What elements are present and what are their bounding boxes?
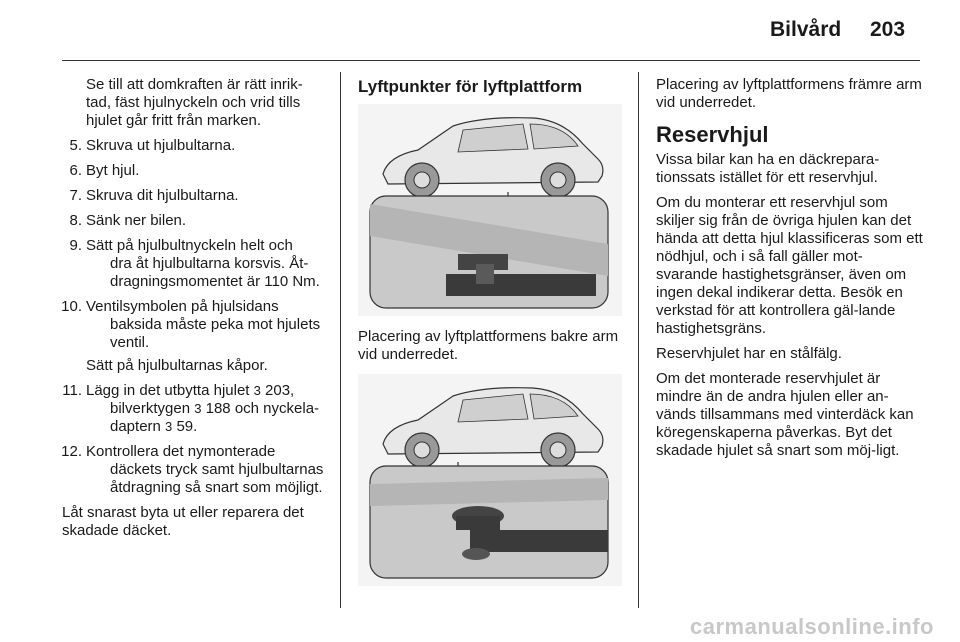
step-text: ventil. bbox=[110, 334, 150, 351]
paragraph: Om du monterar ett reservhjul som skiljer sig från de övriga hjulen kan det hända att detta hjul klassificeras som ett nödhjul, och i så fall gäller mot-svarande hastighetsgränser, även om ingen dekal indikerar detta. Besök en verkstad för att kontrollera gäl-lande hastighetsgräns. bbox=[656, 194, 923, 337]
page-ref-icon: 3 bbox=[165, 419, 173, 434]
step-number: 9. bbox=[69, 237, 82, 254]
step-text: Kontrollera det nymonterade bbox=[86, 443, 276, 460]
step-text: Sätt på hjulbultnyckeln helt och bbox=[86, 237, 293, 254]
page-ref[interactable]: 203, bbox=[265, 382, 295, 399]
intro-line-1: Se till att domkraften är rätt inrik- bbox=[86, 76, 303, 93]
step-7 bbox=[60, 187, 328, 205]
step4-continuation bbox=[60, 76, 328, 130]
paragraph: Vissa bilar kan ha en däckrepara-tionssats istället för ett reservhjul. bbox=[656, 151, 880, 186]
instructions-column bbox=[60, 76, 328, 540]
header-rule bbox=[62, 60, 920, 61]
step-text: däckets tryck samt hjulbultarnas bbox=[110, 461, 324, 478]
figure-caption-rear: Placering av lyftplattformens bakre arm vid underredet. bbox=[358, 328, 619, 363]
page-ref[interactable]: 188 och nyckela- bbox=[205, 400, 320, 417]
step-11 bbox=[60, 382, 328, 436]
step-number: 5. bbox=[69, 137, 82, 154]
step-10-extra: Sätt på hjulbultarnas kåpor. bbox=[86, 357, 268, 374]
step-text: Skruva dit hjulbultarna. bbox=[86, 187, 239, 204]
car-lift-diagram bbox=[358, 374, 622, 586]
step-9 bbox=[60, 237, 328, 291]
step-5 bbox=[60, 137, 328, 155]
step-number: 11. bbox=[62, 382, 82, 399]
page-header-title: Bilvård bbox=[770, 18, 842, 41]
paragraph: Reservhjulet har en stålfälg. bbox=[656, 345, 842, 362]
page-ref-icon: 3 bbox=[253, 383, 261, 398]
step-text: Byt hjul. bbox=[86, 162, 140, 179]
step-number: 8. bbox=[69, 212, 82, 229]
spare-wheel-column bbox=[656, 76, 924, 467]
column-divider-1 bbox=[340, 72, 341, 608]
step-number: 6. bbox=[69, 162, 82, 179]
closing-paragraph: Låt snarast byta ut eller reparera det skadade däcket. bbox=[62, 504, 304, 539]
intro-line-3: hjulet går fritt från marken. bbox=[86, 112, 262, 129]
step-6 bbox=[60, 162, 328, 180]
step-text: Skruva ut hjulbultarna. bbox=[86, 137, 236, 154]
lift-points-column bbox=[358, 78, 622, 586]
section-title: Lyftpunkter för lyftplattform bbox=[358, 77, 583, 96]
car-lift-diagram bbox=[358, 104, 622, 316]
section-heading: Reservhjul bbox=[656, 122, 769, 147]
page-ref[interactable]: 59. bbox=[176, 418, 198, 435]
step-text: Sänk ner bilen. bbox=[86, 212, 187, 229]
step-text: åtdragning så snart som möjligt. bbox=[110, 479, 323, 496]
page-ref-icon: 3 bbox=[194, 401, 202, 416]
step-text: dragningsmomentet är 110 Nm. bbox=[110, 273, 320, 290]
step-text: daptern bbox=[110, 418, 166, 435]
column-divider-2 bbox=[638, 72, 639, 608]
rear-lift-point-illustration bbox=[358, 104, 622, 316]
page-number: 203 bbox=[870, 18, 906, 41]
step-12 bbox=[60, 443, 328, 497]
step-text: Ventilsymbolen på hjulsidans bbox=[86, 298, 279, 315]
intro-line-2: tad, fäst hjulnyckeln och vrid tills bbox=[86, 94, 301, 111]
step-text: bilverktygen bbox=[110, 400, 195, 417]
watermark: carmanualsonline.info bbox=[690, 614, 934, 639]
figure-caption-front: Placering av lyftplattformens främre arm vid underredet. bbox=[656, 76, 922, 111]
step-number: 12. bbox=[61, 443, 82, 460]
step-8 bbox=[60, 212, 328, 230]
step-text: Lägg in det utbytta hjulet bbox=[86, 382, 254, 399]
paragraph: Om det monterade reservhjulet är mindre än de andra hjulen eller an-vänds tillsammans med vinterdäck kan köregenskaperna påverkas. Byt det skadade hjulet så snart som möj-ligt. bbox=[656, 370, 914, 459]
step-10 bbox=[60, 298, 328, 352]
step-number: 7. bbox=[69, 187, 82, 204]
step-number: 10. bbox=[61, 298, 82, 315]
step-text: baksida måste peka mot hjulets bbox=[110, 316, 321, 333]
front-lift-point-illustration bbox=[358, 374, 622, 586]
step-text: dra åt hjulbultarna korsvis. Åt- bbox=[110, 255, 309, 272]
